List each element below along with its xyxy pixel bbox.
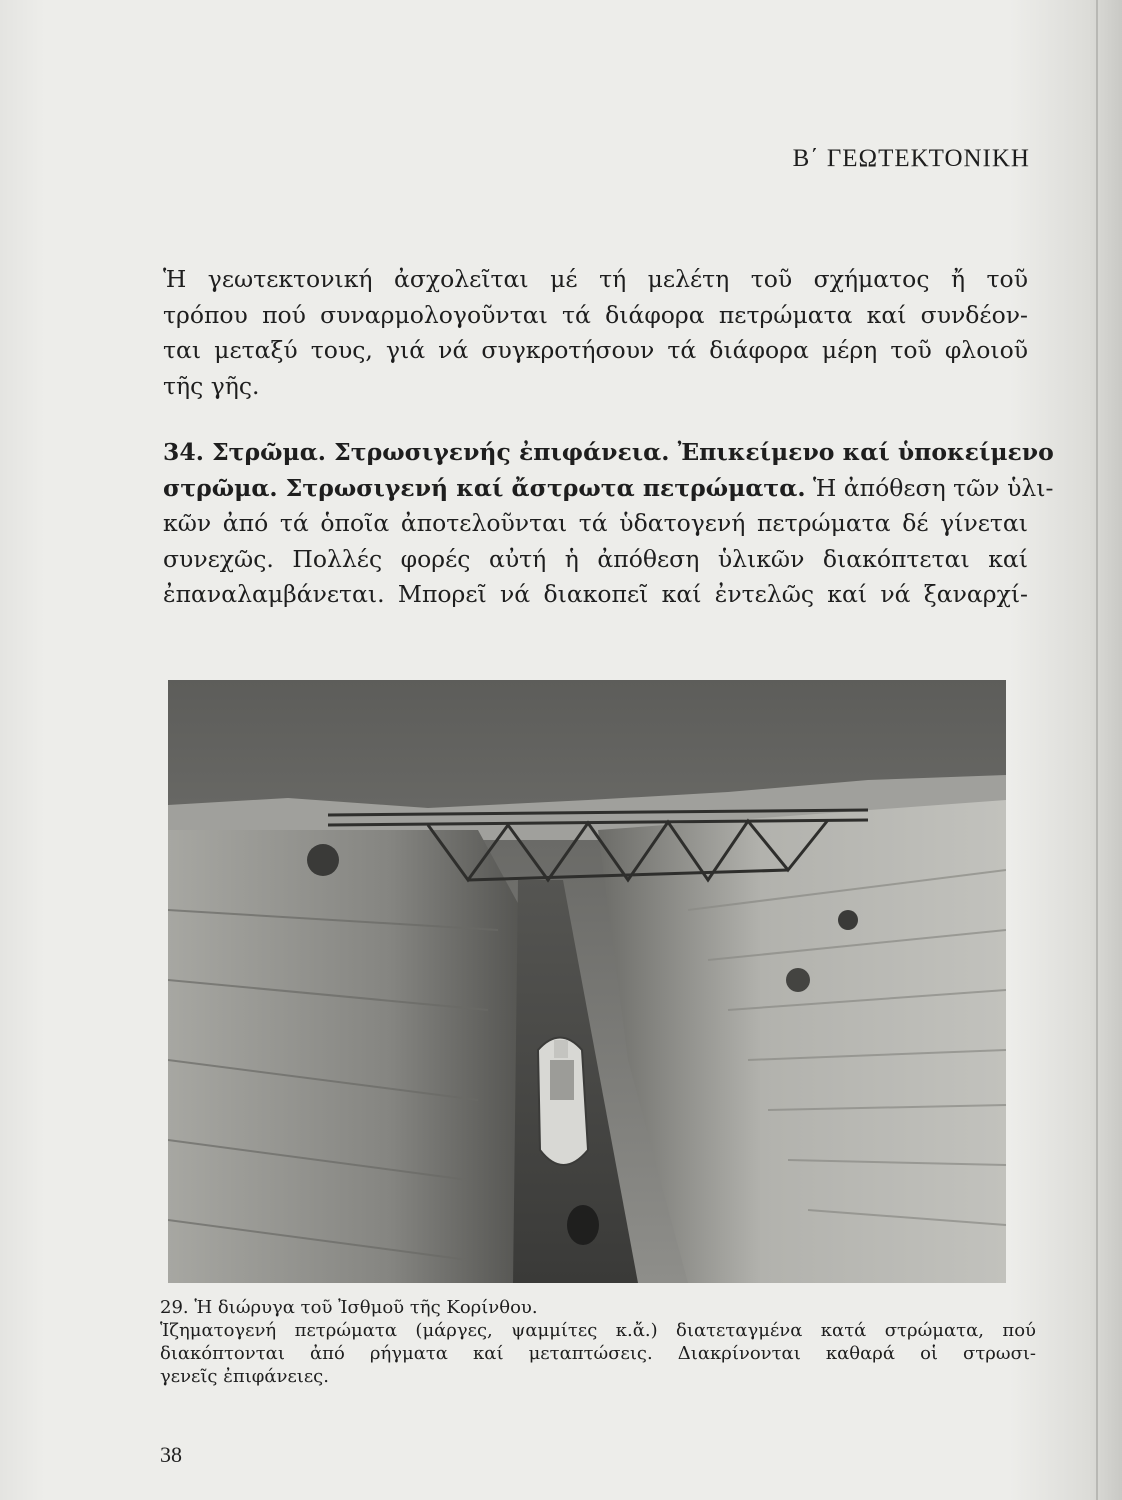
caption-line: Ἱζηματογενή πετρώματα (μάργες, ψαμμίτες κ.ἄ.) διατεταγμένα κατά στρώματα, πού: [160, 1320, 1036, 1341]
paragraph-line: τρόπου πού συναρμολογοῦνται τά διάφορα πετρώματα καί συνδέον-: [163, 300, 1028, 329]
section-34-heading: 34. Στρῶμα. Στρωσιγενής ἐπιφάνεια. Ἐπικείμενο καί ὑποκείμενο: [163, 438, 1054, 466]
photo-illustration: [168, 680, 1006, 1283]
caption-line: διακόπτονται ἀπό ρήγματα καί μεταπτώσεις. Διακρίνονται καθαρά οἱ στρωσι-: [160, 1343, 1036, 1364]
paragraph-line: ἐπαναλαμβάνεται. Μπορεῖ νά διακοπεῖ καί ἐντελῶς καί νά ξαναρχί-: [163, 580, 1028, 608]
corinth-canal-photo: [168, 680, 1006, 1283]
paragraph-line: τῆς γῆς.: [163, 371, 260, 400]
section-34-paragraph: [163, 435, 1054, 613]
binding-edge: [1096, 0, 1098, 1500]
paragraph-line: [163, 471, 1054, 507]
figure-caption: [160, 1296, 1036, 1388]
page-number: 38: [160, 1442, 182, 1467]
paragraph-line: κῶν ἀπό τά ὁποῖα ἀποτελοῦνται τά ὑδατογενή πετρώματα δέ γίνεται: [163, 509, 1028, 537]
paragraph-line: Ἡ γεωτεκτονική ἀσχολεῖται μέ τή μελέτη τοῦ σχήματος ἤ τοῦ: [163, 265, 1028, 293]
ship: [538, 1038, 588, 1166]
paragraph-text: Ἡ ἀπόθεση τῶν ὑλι-: [805, 473, 1054, 502]
caption-title: 29. Ἡ διώρυγα τοῦ Ἰσθμοῦ τῆς Κορίνθου.: [160, 1297, 538, 1318]
section-heading: Β΄ ΓΕΩΤΕΚΤΟΝΙΚΗ: [792, 145, 1030, 172]
tug-boat: [567, 1205, 599, 1245]
section-34-heading-cont: στρῶμα. Στρωσιγενή καί ἄστρωτα πετρώματα.: [163, 473, 806, 502]
caption-line: γενεῖς ἐπιφάνειες.: [160, 1366, 329, 1387]
paragraph-line: ται μεταξύ τους, γιά νά συγκροτήσουν τά διάφορα μέρη τοῦ φλοιοῦ: [163, 336, 1028, 364]
paragraph-line: συνεχῶς. Πολλές φορές αὐτή ἡ ἀπόθεση ὑλικῶν διακόπτεται καί: [163, 544, 1028, 573]
intro-paragraph: [163, 262, 1028, 404]
